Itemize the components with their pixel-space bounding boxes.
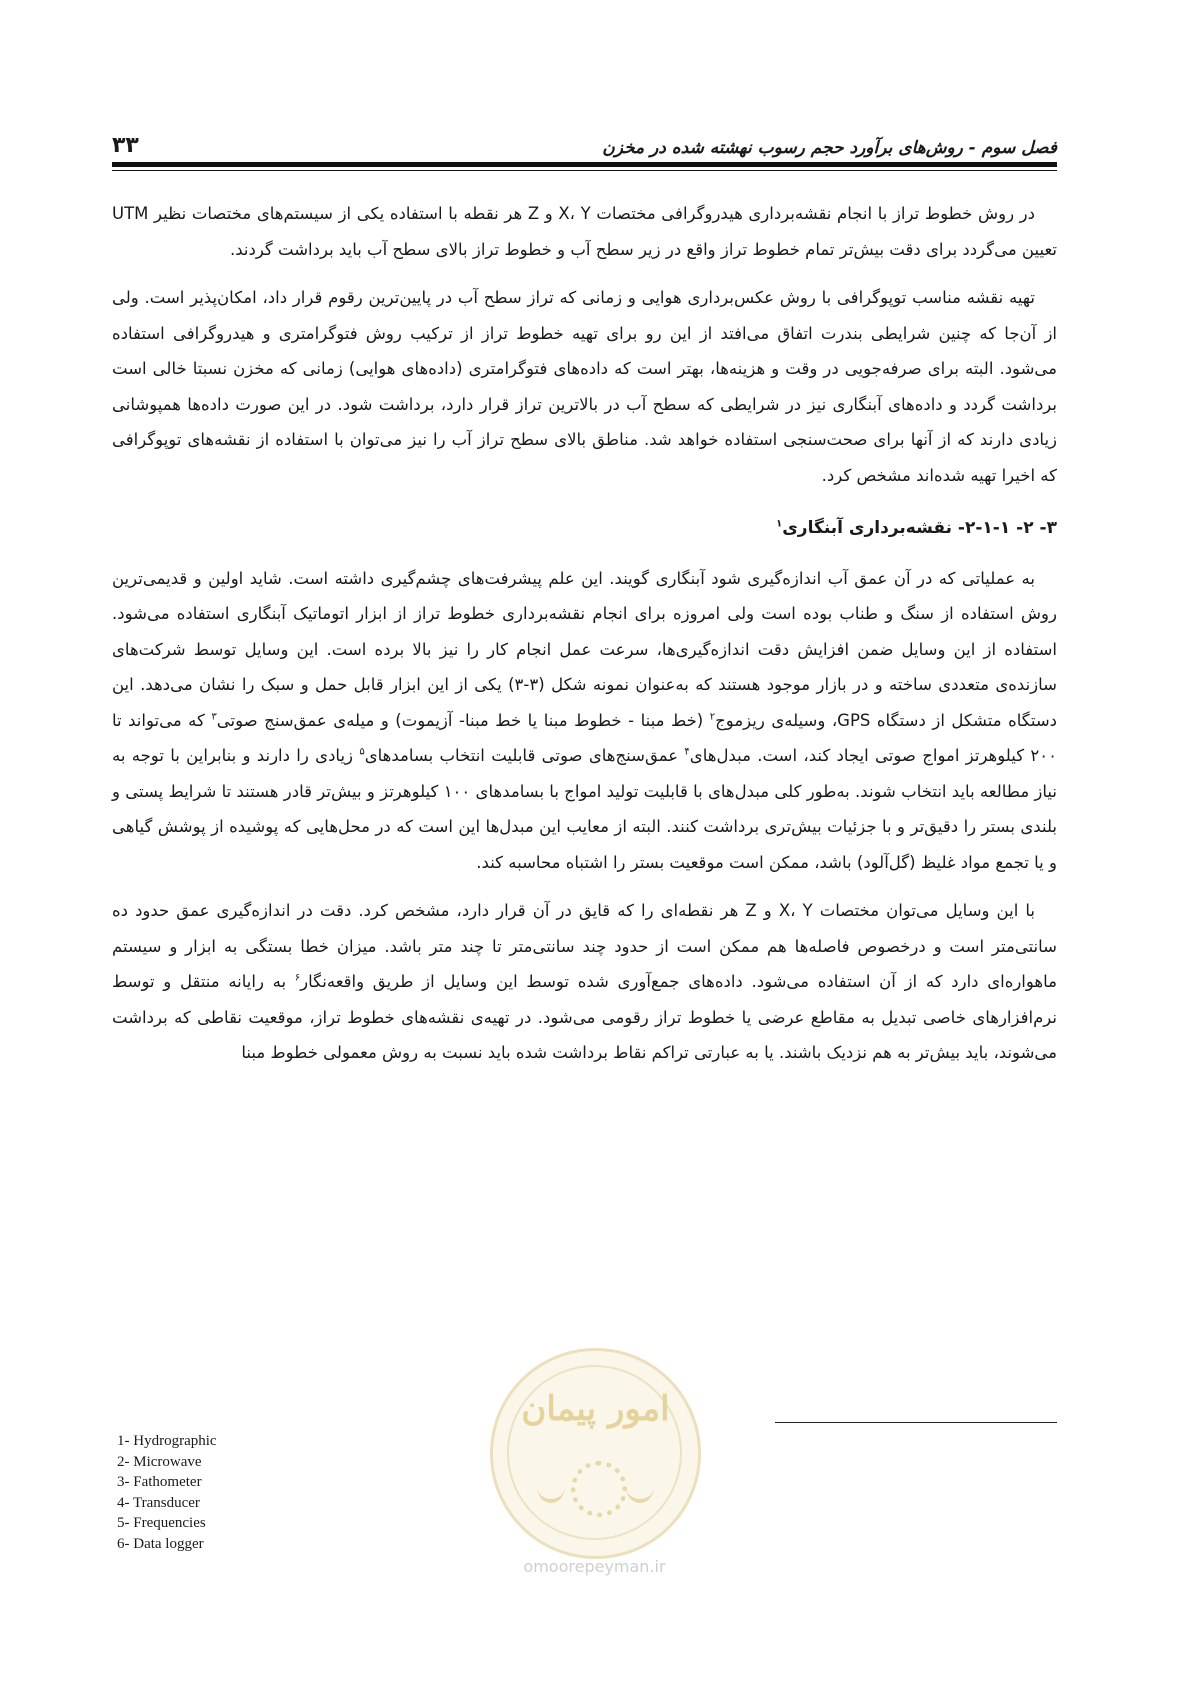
gear-icon xyxy=(571,1461,627,1517)
footnote-ref-5: ۵ xyxy=(359,746,365,758)
text-span: به رایانه منتقل و توسط نرم‌افزارهای خاصی تبدیل به مقاطع عرضی یا خطوط تراز رقومی می‌شود. در تهیه‌ی نقشه‌های خطوط تراز، موقعیت نقاطی که برداشت می‌شوند، باید بیش‌تر به هم نزدیک باشند. یا به عبارتی تراکم نقاط برداشت شده باید نسبت به روش معمولی خطوط مبنا xyxy=(112,972,1057,1062)
text-span: زیادی را دارند و بنابراین با توجه به نیاز مطالعه باید انتخاب شوند. به‌طور کلی مبدل‌های با قابلیت تولید امواج با بسامدهای ۱۰۰ کیلوهرتز و بیش‌تر قادر هستند تا شرایط پستی و بلندی بستر را دقیق‌تر و با جزئیات بیش‌تری برداشت کنند. البته از معایب این مبدل‌ها این است که در محل‌هایی که پوشیده از پوشش گیاهی و یا تجمع مواد غلیظ (گل‌آلود) باشد، ممکن است موقعیت بستر را اشتباه محاسبه کند. xyxy=(112,746,1057,872)
footnote-ref-3: ۳ xyxy=(211,711,217,722)
footnotes xyxy=(117,1431,417,1554)
footnote-ref-1: ۱ xyxy=(776,518,783,530)
text-span: به عملیاتی که در آن عمق آب اندازه‌گیری شود آبنگاری گویند. این علم پیشرفت‌های چشم‌گیری داشته است. شاید اولین و قدیمی‌ترین روش استفاده از سنگ و طناب بوده است ولی امروزه برای انجام نقشه‌برداری خطوط تراز از ابزار اتوماتیک آبنگاری استفاده می‌شود. استفاده از این وسایل ضمن افزایش دقت اندازه‌گیری‌ها، سرعت عمل انجام کار را نیز بالا برده است. این وسایل توسط شرکت‌های سازنده‌ی متعددی ساخته و در بازار موجود هستند که به‌عنوان نمونه شکل (۳-۳) یکی از این ابزار قابل حمل و سبک را نشان می‌دهد. این دستگاه متشکل از دستگاه GPS، وسیله‌ی ریزموج xyxy=(112,568,1057,730)
page-header xyxy=(112,118,1057,158)
body-text xyxy=(112,196,1057,1084)
paragraph-topographic-map: تهیه نقشه مناسب توپوگرافی با روش عکس‌برداری هوایی و زمانی که تراز سطح آب در پایین‌ترین رقوم قرار داد، امکان‌پذیر است. ولی از آن‌جا که چنین شرایطی بندرت اتفاق می‌افتد از این رو برای تهیه خطوط تراز از ترکیب روش فتوگرامتری و هیدروگرافی استفاده می‌شود. البته برای صرفه‌جویی در وقت و هزینه‌ها، بهتر است که داده‌های فتوگرامتری (داده‌های هوایی) زمانی که مخزن نسبتا خالی است برداشت گردد و داده‌های آبنگاری نیز در شرایطی که سطح آب در بالاترین تراز قرار دارد، برداشت شود. در این صورت داده‌ها همپوشانی زیادی دارند که از آنها برای صحت‌سنجی استفاده خواهد شد. مناطق بالای سطح تراز آب را نیز می‌توان با استفاده از نقشه‌های توپوگرافی که اخیرا تهیه شده‌اند مشخص کرد. xyxy=(112,288,1057,485)
footnote-ref-6: ۶ xyxy=(294,972,301,984)
paragraph-coordinates xyxy=(112,893,1057,1071)
running-title: فصل سوم - روش‌های برآورد حجم رسوب نهشته شده در مخزن xyxy=(602,138,1057,158)
watermark-logo xyxy=(490,1348,701,1559)
page-number: ۳۳ xyxy=(112,133,139,158)
paragraph-contour-method: در روش خطوط تراز با انجام نقشه‌برداری هیدروگرافی مختصات X، Y و Z هر نقطه با استفاده یکی از سیستم‌های مختصات نظیر UTM تعیین می‌گردد برای دقت بیش‌تر تمام خطوط تراز واقع در زیر سطح آب و خطوط تراز بالای سطح آب باید برداشت گردند. xyxy=(112,204,1057,259)
footnote-separator xyxy=(775,1422,1057,1423)
footnote-item: 1- Hydrographic xyxy=(117,1433,217,1449)
header-rule-thin xyxy=(112,170,1057,171)
text-span: با این وسایل می‌توان مختصات X، Y و Z هر نقطه‌ای را که قایق در آن قرار دارد، مشخص کرد. دقت در اندازه‌گیری عمق حدود ده سانتی‌متر است و درخصوص فاصله‌ها هم ممکن است از حدود چند سانتی‌متر تا چند متر باشد. میزان خطا بستگی به ابزار و سیستم ماهواره‌ای دارد که از آن استفاده می‌شود. داده‌های جمع‌آوری شده توسط این وسایل از طریق واقعه‌نگار xyxy=(112,901,1057,991)
footnote-item: 2- Microwave xyxy=(117,1453,202,1470)
footnote-item: 3- Fathometer xyxy=(117,1474,202,1490)
text-span: که می‌تواند تا ۲۰۰ کیلوهرتز امواج صوتی ایجاد کند، است. مبدل‌های xyxy=(112,710,1057,765)
footnote-item: 5- Frequencies xyxy=(117,1515,206,1531)
watermark-url: omoorepeyman.ir xyxy=(523,1557,666,1576)
footnote-item: 4- Transducer xyxy=(117,1494,200,1511)
header-rule-thick xyxy=(112,162,1057,167)
paragraph-hydrography xyxy=(112,561,1057,881)
footnote-item: 6- Data logger xyxy=(117,1535,204,1552)
watermark-brand: امور پیمان xyxy=(521,1389,670,1429)
footnote-ref-2: ۲ xyxy=(709,711,716,722)
text-span: (خط مبنا - خطوط مبنا یا خط مبنا- آزیموت) و میله‌ی عمق‌سنج صوتی xyxy=(216,710,710,730)
text-span: عمق‌سنج‌های صوتی قابلیت انتخاب بسامدهای xyxy=(364,746,685,765)
section-heading-text: ۳- ۲- ۲-۱-۱- نقشه‌برداری آبنگاری xyxy=(782,518,1057,538)
section-heading xyxy=(112,511,1057,547)
footnote-ref-4: ۴ xyxy=(684,746,690,758)
scale-icon xyxy=(537,1471,565,1503)
scale-icon xyxy=(626,1471,654,1503)
